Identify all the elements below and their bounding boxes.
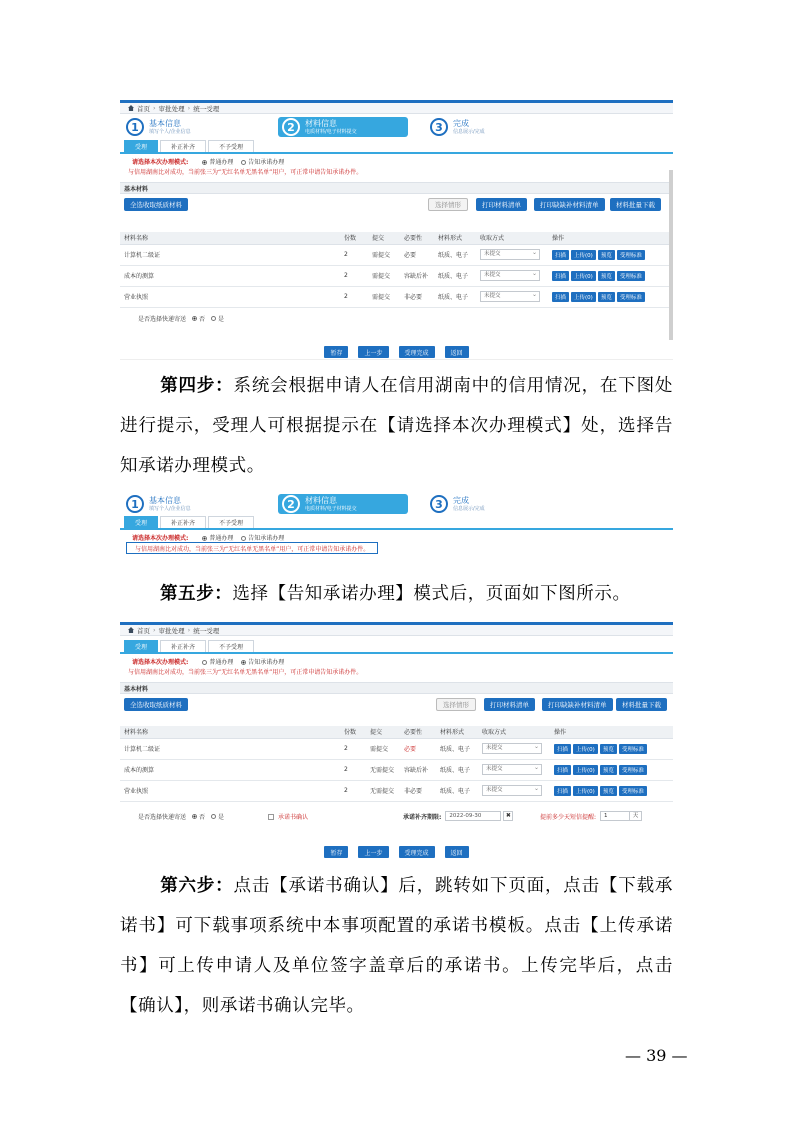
standard-button[interactable]: 受理标准	[617, 271, 645, 281]
upload-button[interactable]: 上传(0)	[571, 271, 596, 281]
upload-button[interactable]: 上传(0)	[571, 250, 596, 260]
breadcrumb-current: 统一受理	[193, 104, 220, 113]
section-basic-materials: 基本材料	[120, 182, 673, 194]
tab-supplement[interactable]: 补正补齐	[160, 516, 206, 528]
breadcrumb-current: 统一受理	[193, 626, 220, 635]
material-table: 材料名称 份数 提交 必要性 材料形式 收取方式 操作 计算机二级证 2 需提交 必要 纸质、电子 未提交 ⌄ 扫描 上传(0) 预览 受理标准 成本的测算 2 无需提交 容缺后补 纸质、电子 未提交 ⌄ 扫描 上传(0) 预览 受理标准 营业执照 2 无需提交 非必要 纸质、电子 未提交 ⌄ 扫描 上传(0) 预览 受理标准	[120, 726, 673, 802]
tab-supplement[interactable]: 补正补齐	[160, 640, 206, 652]
commit-confirm[interactable]	[268, 812, 308, 821]
commit-confirm-link[interactable]: 承诺书确认	[278, 814, 309, 821]
credit-notice: 与信用湖南比对成功，当前张三为“无红名单无黑名单”用户，可正常申请告知承诺办件。	[128, 669, 363, 676]
method-select[interactable]: 未提交 ⌄	[482, 785, 542, 796]
material-toolbar	[120, 194, 673, 216]
table-row: 成本的测算 2 无需提交 容缺后补 纸质、电子 未提交 ⌄ 扫描 上传(0) 预览 受理标准	[120, 759, 673, 780]
print-missing-button[interactable]: 打印缺缺补材料清单	[534, 198, 605, 211]
scan-button[interactable]: 扫描	[554, 786, 571, 796]
standard-button[interactable]: 受理标准	[619, 765, 647, 775]
step5-title: 第五步：	[160, 584, 233, 604]
save-draft-button[interactable]: 暂存	[324, 846, 348, 858]
print-list-button[interactable]: 打印材料清单	[476, 198, 527, 211]
step-basic-info[interactable]: 1 基本信息 填写个人/企业信息	[126, 117, 256, 137]
material-table: 材料名称 份数 提交 必要性 材料形式 收取方式 操作 计算机二级证 2 需提交 必要 纸质、电子 未提交 ⌄ 扫描 上传(0) 预览 受理标准 成本的测算 2 需提交 容缺后补 纸质、电子 未提交 ⌄ 扫描 上传(0) 预览 受理标准 营业执照 2 需提交 非必要 纸质、电子 未提交 ⌄ 扫描 上传(0) 预览 受理标准	[120, 232, 673, 308]
prev-step-button[interactable]: 上一步	[358, 346, 388, 358]
commit-deadline: 承诺补齐期限: 2022-09-30 ✖	[403, 811, 513, 821]
standard-button[interactable]: 受理标准	[619, 786, 647, 796]
screenshot-step5	[120, 622, 673, 860]
credit-notice-highlighted: 与信用湖南比对成功，当前张三为“无红名单无黑名单”用户，可正常申请告知承诺办件。	[126, 542, 378, 554]
back-button[interactable]: 返回	[445, 346, 469, 358]
collect-all-button[interactable]: 全选收取纸质材料	[124, 198, 188, 211]
finish-accept-button[interactable]: 受理完成	[399, 346, 435, 358]
deadline-date-input[interactable]: 2022-09-30	[445, 811, 501, 821]
tab-accept[interactable]: 受理	[124, 140, 158, 152]
table-row: 计算机二级证 2 需提交 必要 纸质、电子 未提交 ⌄ 扫描 上传(0) 预览 受理标准	[120, 738, 673, 759]
back-button[interactable]: 返回	[445, 846, 469, 858]
finish-accept-button[interactable]: 受理完成	[399, 846, 435, 858]
step6-paragraph	[120, 866, 673, 1026]
sms-remind: 提前多少天短信提醒: 1 天	[540, 811, 642, 821]
scan-button[interactable]: 扫描	[552, 250, 569, 260]
upload-button[interactable]: 上传(0)	[571, 292, 596, 302]
tab-supplement[interactable]: 补正补齐	[160, 140, 206, 152]
radio-express-yes[interactable]	[211, 316, 216, 321]
step-progress	[120, 114, 673, 140]
commit-checkbox[interactable]	[268, 814, 274, 820]
home-icon	[128, 105, 134, 111]
choose-scenario-button[interactable]: 选择情形	[428, 198, 468, 211]
screenshot-step4	[120, 492, 673, 568]
table-row: 成本的测算 2 需提交 容缺后补 纸质、电子 未提交 ⌄ 扫描 上传(0) 预览 受理标准	[120, 265, 673, 286]
tab-bar	[120, 140, 673, 154]
standard-button[interactable]: 受理标准	[617, 250, 645, 260]
upload-button[interactable]: 上传(0)	[573, 744, 598, 754]
mode-selector: 请选择本次办理模式: 普通办理 告知承诺办理	[132, 659, 285, 666]
preview-button[interactable]: 预览	[600, 744, 617, 754]
batch-download-button[interactable]: 材料批量下载	[616, 698, 667, 711]
step4-body: 系统会根据申请人在信用湖南中的信用情况，在下图处进行提示，受理人可根据提示在【请选择本次办理模式】处，选择告知承诺办理模式。	[120, 376, 673, 476]
table-row: 计算机二级证 2 需提交 必要 纸质、电子 未提交 ⌄ 扫描 上传(0) 预览 受理标准	[120, 244, 673, 265]
prev-step-button[interactable]: 上一步	[358, 846, 388, 858]
step4-title: 第四步：	[160, 376, 234, 396]
mode-selector: 请选择本次办理模式: 普通办理 告知承诺办理	[132, 159, 285, 166]
preview-button[interactable]: 预览	[598, 292, 615, 302]
save-draft-button[interactable]: 暂存	[324, 346, 348, 358]
clear-date-icon[interactable]: ✖	[503, 811, 513, 821]
radio-express-no[interactable]	[192, 814, 197, 819]
remind-days-input[interactable]: 1	[600, 811, 630, 821]
section-basic-materials: 基本材料	[120, 682, 673, 694]
tab-accept[interactable]: 受理	[124, 640, 158, 652]
upload-button[interactable]: 上传(0)	[573, 786, 598, 796]
tab-reject[interactable]: 不予受理	[208, 140, 254, 152]
express-option: 是否选择快递寄送 否 是	[138, 316, 225, 323]
method-select[interactable]: 未提交 ⌄	[482, 743, 542, 754]
home-icon	[128, 627, 134, 633]
tab-reject[interactable]: 不予受理	[208, 640, 254, 652]
method-select[interactable]: 未提交 ⌄	[480, 249, 540, 260]
preview-button[interactable]: 预览	[598, 271, 615, 281]
collect-all-button[interactable]: 全选收取纸质材料	[124, 698, 188, 711]
credit-notice: 与信用湖南比对成功，当前张三为“无红名单无黑名单”用户，可正常申请告知承诺办件。	[128, 169, 363, 176]
tab-bar	[120, 640, 673, 654]
breadcrumb: 首页 › 审批处理 › 统一受理	[120, 100, 673, 114]
preview-button[interactable]: 预览	[600, 765, 617, 775]
scan-button[interactable]: 扫描	[552, 292, 569, 302]
upload-button[interactable]: 上传(0)	[573, 765, 598, 775]
method-select[interactable]: 未提交 ⌄	[480, 270, 540, 281]
scan-button[interactable]: 扫描	[552, 271, 569, 281]
step-complete[interactable]: 3 完成 信息展示/完成	[430, 117, 560, 137]
page-number: — 39 —	[625, 1046, 688, 1065]
radio-commitment[interactable]	[241, 160, 246, 165]
material-toolbar	[120, 694, 673, 716]
radio-normal[interactable]	[202, 660, 207, 665]
table-row: 营业执照 2 无需提交 非必要 纸质、电子 未提交 ⌄ 扫描 上传(0) 预览 受理标准	[120, 780, 673, 801]
breadcrumb-approval[interactable]: 审批处理	[158, 104, 185, 113]
print-missing-button[interactable]: 打印缺缺补材料清单	[542, 698, 613, 711]
breadcrumb: 首页 › 审批处理 › 统一受理	[120, 622, 673, 636]
mode-selector: 请选择本次办理模式: 普通办理 告知承诺办理	[132, 535, 285, 542]
step-progress	[120, 492, 673, 516]
step6-body: 点击【承诺书确认】后，跳转如下页面，点击【下载承诺书】可下载事项系统中本事项配置的承诺书模板。点击【上传承诺书】可上传申请人及单位签字盖章后的承诺书。上传完毕后，点击【确认】，则承诺书确认完毕。	[120, 876, 673, 1016]
screenshot-step3	[120, 100, 673, 360]
step5-paragraph	[120, 574, 673, 614]
breadcrumb-approval[interactable]: 审批处理	[158, 626, 185, 635]
scrollbar[interactable]	[669, 170, 673, 340]
mode-label: 请选择本次办理模式:	[132, 159, 189, 166]
scan-button[interactable]: 扫描	[554, 744, 571, 754]
standard-button[interactable]: 受理标准	[617, 292, 645, 302]
tab-accept[interactable]: 受理	[124, 516, 158, 528]
breadcrumb-home[interactable]: 首页	[137, 626, 150, 635]
choose-scenario-button[interactable]: 选择情形	[436, 698, 476, 711]
step-basic-info[interactable]: 1 基本信息 填写个人/企业信息	[126, 494, 256, 514]
radio-normal[interactable]	[202, 160, 207, 165]
method-select[interactable]: 未提交 ⌄	[480, 291, 540, 302]
radio-express-no[interactable]	[192, 316, 197, 321]
table-row: 营业执照 2 需提交 非必要 纸质、电子 未提交 ⌄ 扫描 上传(0) 预览 受理标准	[120, 286, 673, 307]
step4-paragraph	[120, 366, 673, 486]
step-material-info[interactable]: 2 材料信息 电质材料/电子材料提交	[278, 117, 408, 137]
preview-button[interactable]: 预览	[600, 786, 617, 796]
bottom-actions	[120, 346, 673, 358]
step5-body: 选择【告知承诺办理】模式后，页面如下图所示。	[232, 584, 631, 604]
tab-bar	[120, 516, 673, 530]
scan-button[interactable]: 扫描	[554, 765, 571, 775]
method-select[interactable]: 未提交 ⌄	[482, 764, 542, 775]
radio-normal[interactable]	[202, 536, 207, 541]
step6-title: 第六步：	[160, 876, 234, 896]
preview-button[interactable]: 预览	[598, 250, 615, 260]
batch-download-button[interactable]: 材料批量下载	[610, 198, 661, 211]
express-option: 是否选择快递寄送 否 是	[138, 814, 225, 821]
tab-reject[interactable]: 不予受理	[208, 516, 254, 528]
step-material-info[interactable]: 2 材料信息 电质材料/电子材料提交	[278, 494, 408, 514]
standard-button[interactable]: 受理标准	[619, 744, 647, 754]
print-list-button[interactable]: 打印材料清单	[484, 698, 535, 711]
bottom-actions	[120, 846, 673, 858]
breadcrumb-home[interactable]: 首页	[137, 104, 150, 113]
radio-commitment[interactable]	[241, 536, 246, 541]
radio-commitment[interactable]	[241, 660, 246, 665]
step-complete[interactable]: 3 完成 信息展示/完成	[430, 494, 560, 514]
radio-express-yes[interactable]	[211, 814, 216, 819]
